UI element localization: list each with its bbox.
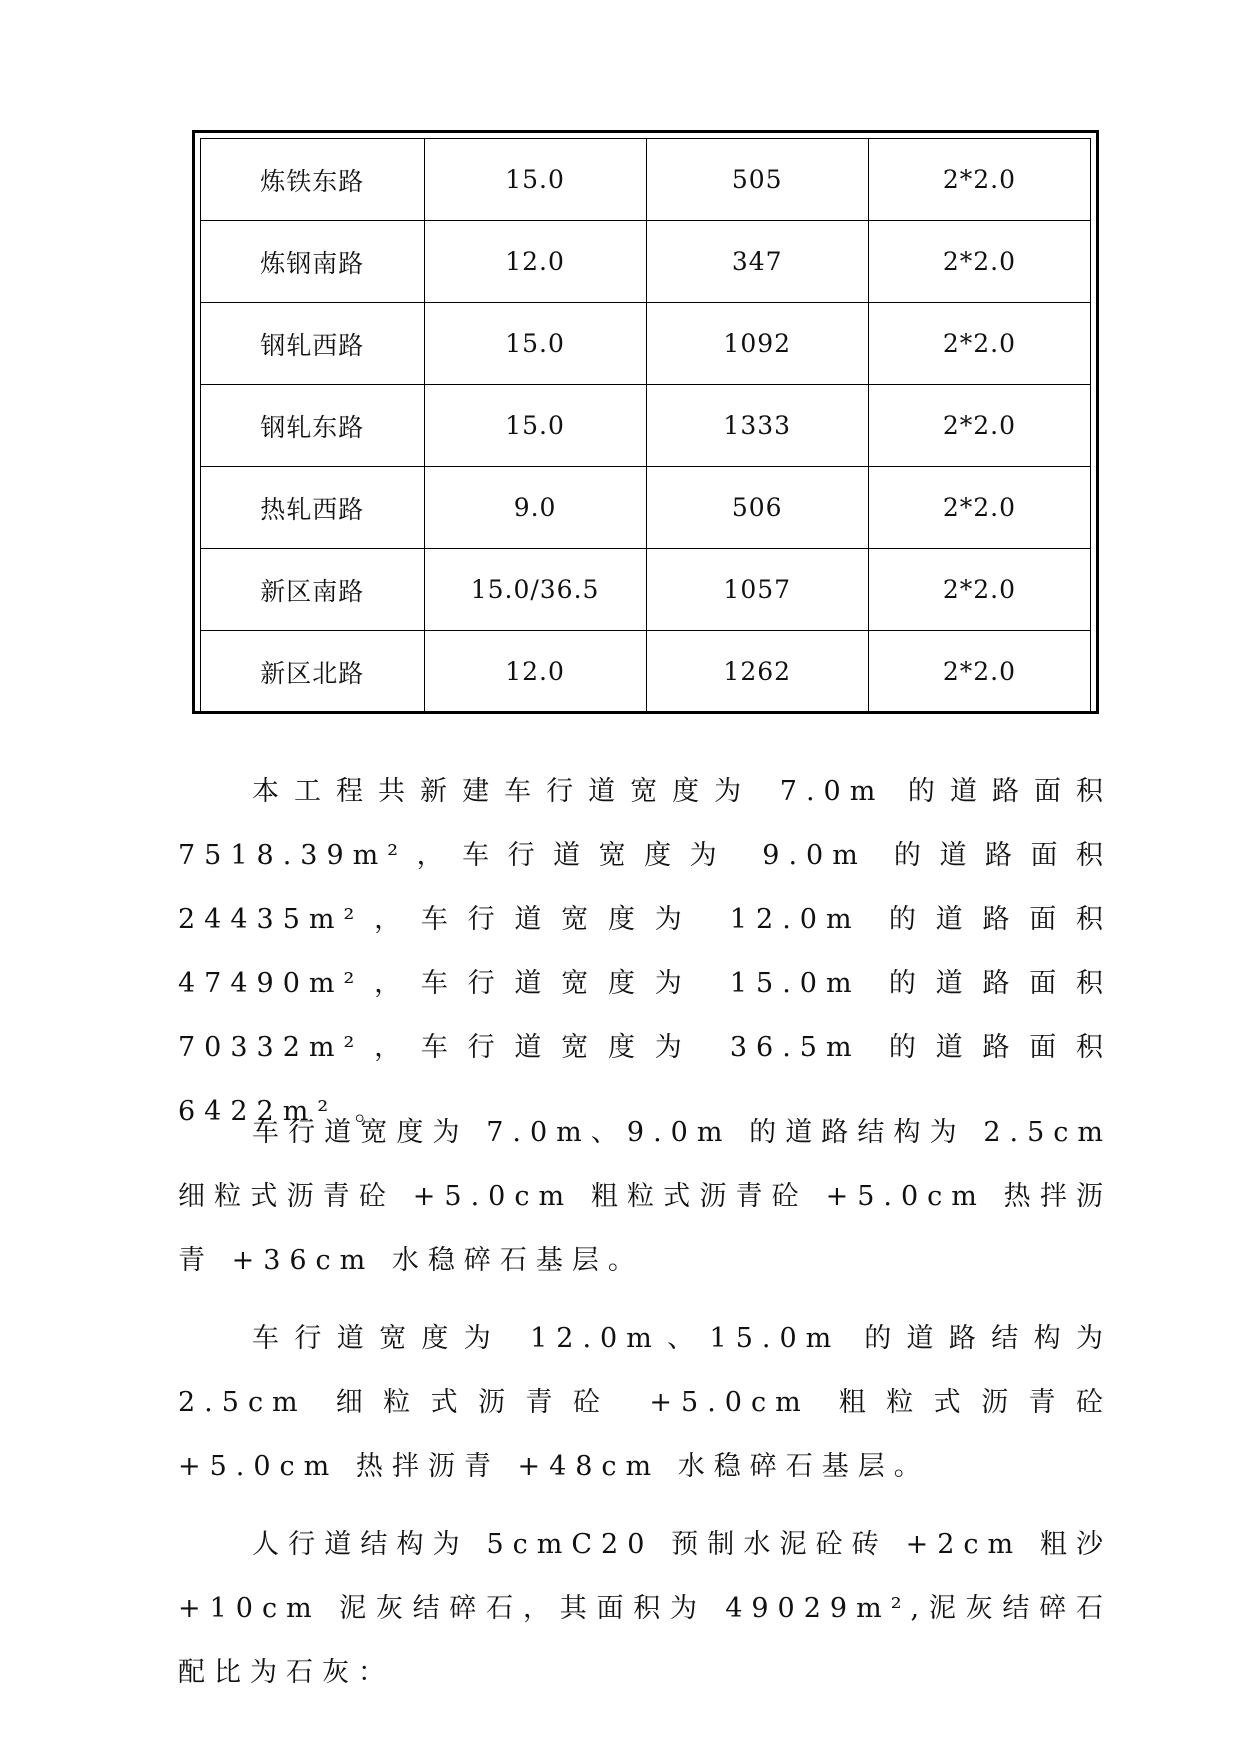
table-row [201, 549, 1091, 631]
sidewalk-width-cell: 2*2.0 [868, 303, 1090, 385]
road-name-cell: 新区北路 [201, 631, 425, 713]
road-width-cell: 15.0 [424, 303, 646, 385]
road-width-cell: 12.0 [424, 221, 646, 303]
road-table [200, 138, 1091, 713]
structure-paragraph-narrow: 车行道宽度为 7.0m、9.0m 的道路结构为 2.5cm 细粒式沥青砼 +5.0cm 粗粒式沥青砼 +5.0cm 热拌沥青 +36cm 水稳碎石基层。 [178, 1117, 1112, 1276]
road-length-cell: 506 [646, 467, 868, 549]
table-row [201, 221, 1091, 303]
road-width-cell: 15.0 [424, 385, 646, 467]
sidewalk-width-cell: 2*2.0 [868, 385, 1090, 467]
road-length-cell: 1262 [646, 631, 868, 713]
road-name-cell: 热轧西路 [201, 467, 425, 549]
road-width-cell: 15.0/36.5 [424, 549, 646, 631]
sidewalk-width-cell: 2*2.0 [868, 467, 1090, 549]
road-area-paragraph: 本工程共新建车行道宽度为 7.0m 的道路面积 7518.39m²，车行道宽度为 9.0m 的道路面积 24435m²，车行道宽度为 12.0m 的道路面积 47490m²，车行道宽度为 15.0m 的道路面积 70332m²，车行道宽度为 36.5m 的道路面积 6422m² 。 [178, 776, 1112, 1127]
sidewalk-width-cell: 2*2.0 [868, 221, 1090, 303]
sidewalk-width-cell: 2*2.0 [868, 631, 1090, 713]
table-row [201, 139, 1091, 221]
road-table-frame [192, 130, 1099, 714]
road-length-cell: 1057 [646, 549, 868, 631]
road-width-cell: 15.0 [424, 139, 646, 221]
road-width-cell: 9.0 [424, 467, 646, 549]
road-name-cell: 炼铁东路 [201, 139, 425, 221]
road-name-cell: 钢轧西路 [201, 303, 425, 385]
table-row [201, 467, 1091, 549]
structure-paragraph-wide: 车行道宽度为 12.0m、15.0m 的道路结构为 2.5cm 细粒式沥青砼 +5.0cm 粗粒式沥青砼 +5.0cm 热拌沥青 +48cm 水稳碎石基层。 [178, 1323, 1112, 1482]
road-length-cell: 347 [646, 221, 868, 303]
road-length-cell: 505 [646, 139, 868, 221]
road-length-cell: 1092 [646, 303, 868, 385]
sidewalk-width-cell: 2*2.0 [868, 549, 1090, 631]
road-name-cell: 钢轧东路 [201, 385, 425, 467]
sidewalk-paragraph: 人行道结构为 5cmC20 预制水泥砼砖 +2cm 粗沙 +10cm 泥灰结碎石，其面积为 49029m²,泥灰结碎石配比为石灰： [178, 1529, 1112, 1688]
road-name-cell: 炼钢南路 [201, 221, 425, 303]
road-length-cell: 1333 [646, 385, 868, 467]
table-row [201, 385, 1091, 467]
sidewalk-width-cell: 2*2.0 [868, 139, 1090, 221]
road-width-cell: 12.0 [424, 631, 646, 713]
road-name-cell: 新区南路 [201, 549, 425, 631]
table-row [201, 631, 1091, 713]
table-row [201, 303, 1091, 385]
